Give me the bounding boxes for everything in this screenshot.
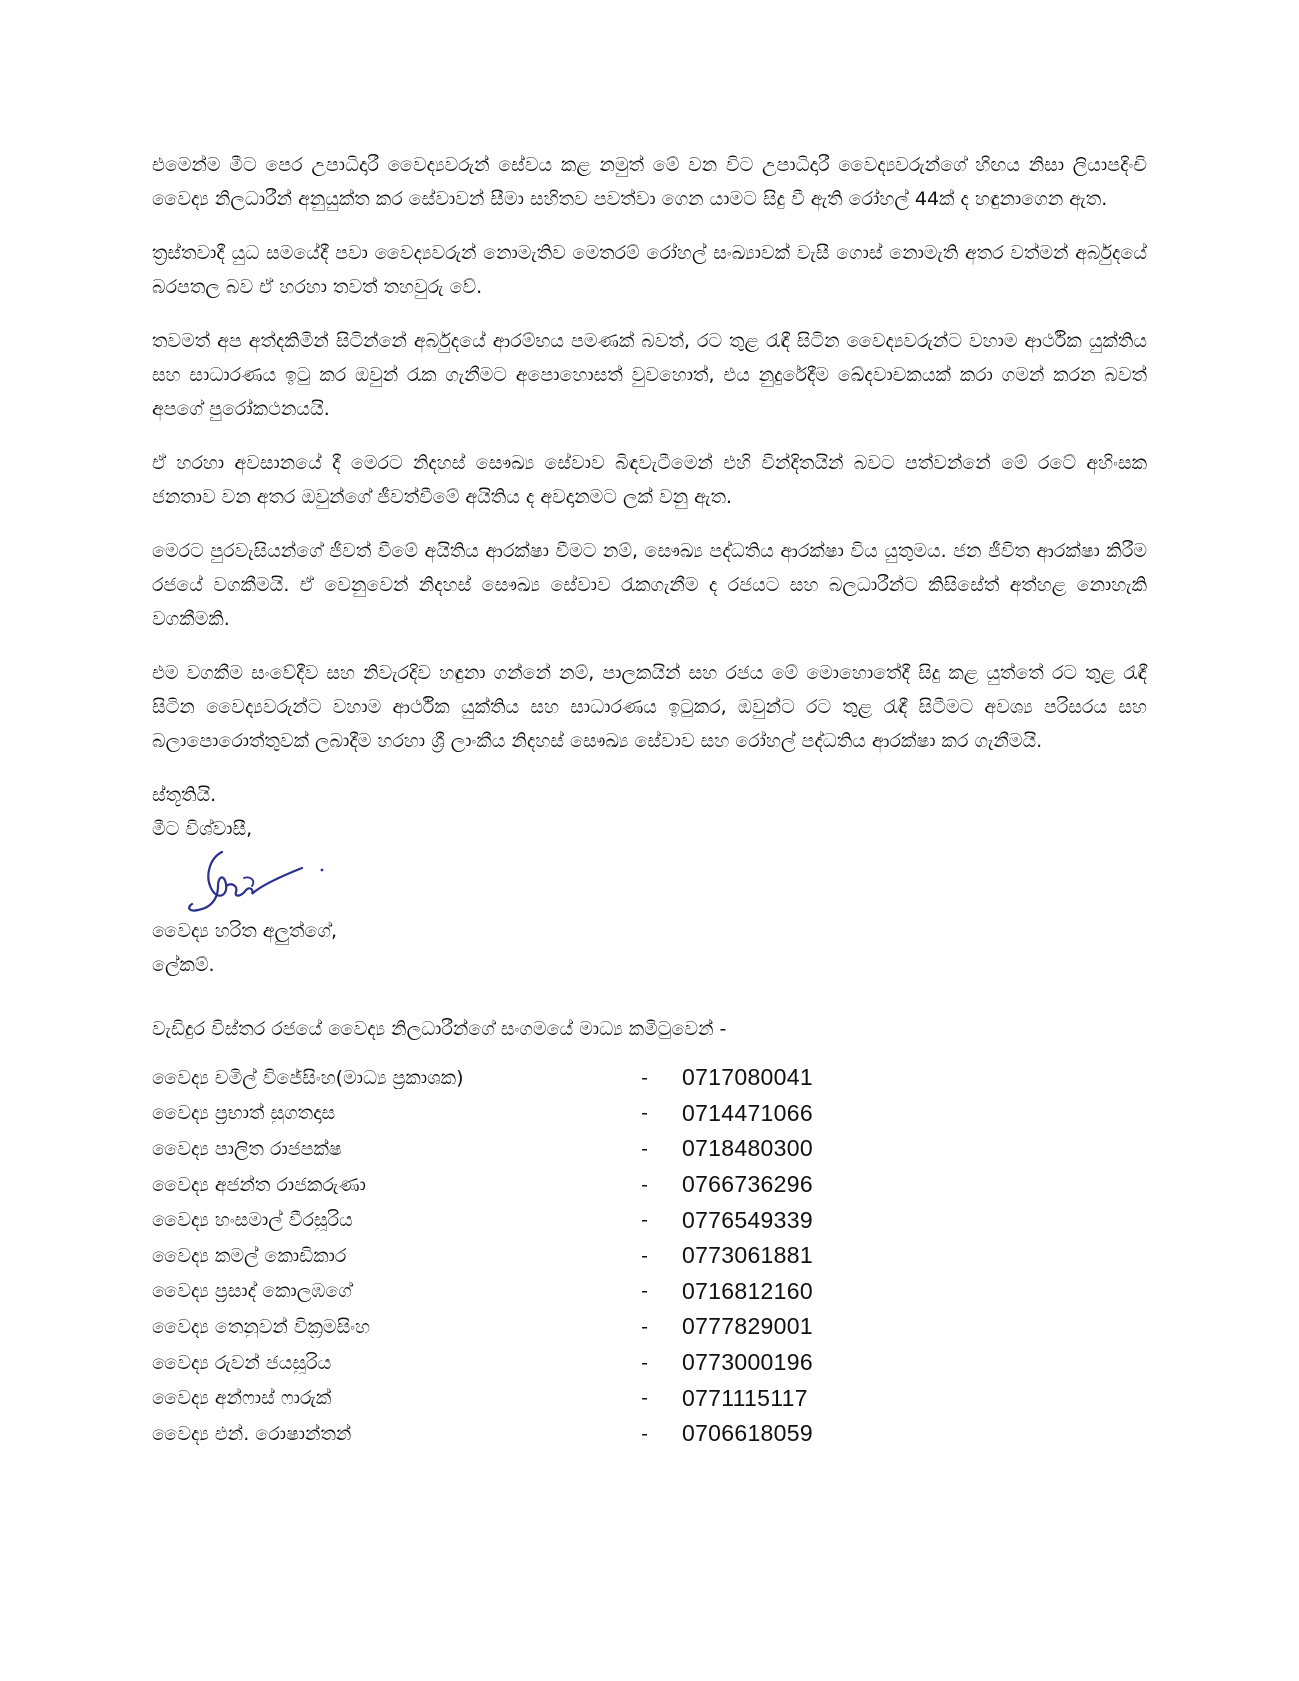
contact-separator: - [641,1066,648,1089]
contact-row [152,1167,1147,1203]
contact-row [152,1131,1147,1167]
contact-row [152,1345,1147,1381]
contact-name: වෛද්‍ය අන්ෆාස් ෆාරුක් [152,1387,332,1410]
contact-name: වෛද්‍ය ප්‍රභාත් සුගතදාස [152,1102,336,1125]
contact-separator: - [641,1315,648,1338]
contact-name: වෛද්‍ය චමිල් විජේසිංහ(මාධ්‍ය ප්‍රකාශක) [152,1066,464,1089]
signer-title: ලේකම්. [152,954,215,976]
contact-name: වෛද්‍ය ප්‍රසාද් කොලඹගේ [152,1280,352,1303]
contact-name: වෛද්‍ය හංසමාල් වීරසූරිය [152,1209,353,1232]
contact-phone: 0717080041 [682,1064,813,1091]
contact-name: වෛද්‍ය කමල් කොඩිකාර [152,1244,347,1267]
contact-row [152,1096,1147,1132]
contact-separator: - [641,1422,648,1445]
closing-thanks: ස්තූතියි. [152,784,217,806]
contact-phone: 0773000196 [682,1349,813,1376]
committee-heading: වැඩිදුර විස්තර රජයේ වෛද්‍ය නිලධාරීන්ගේ සංගමයේ මාධ්‍ය කමිටුවෙන් - [152,1018,727,1040]
body-paragraph: මෙරට පුරවැසියන්ගේ ජීවත් වීමේ අයිතිය ආරක්ෂා වීමට නම්, සෞඛ්‍ය පද්ධතිය ආරක්ෂා විය යුතුමය. ජන ජීවිත ආරක්ෂා කිරීම රජයේ වගකීමයි. ඒ වෙනුවෙන් නිදහස් සෞඛ්‍ය සේවාව රැකගැනීම ද රජයට සහ බලධාරීන්ට කිසිසේත් අත්හළ නොහැකි වගකීමකි. [152,540,1147,630]
contact-separator: - [641,1209,648,1232]
contact-phone: 0776549339 [682,1206,813,1233]
contact-phone: 0777829001 [682,1313,813,1340]
contact-list [152,1060,1147,1452]
body-paragraph: ඒ හරහා අවසානයේ දී මෙරට නිදහස් සෞඛ්‍ය සේවාව බිඳවැටීමෙන් එහි වින්දිතයින් බවට පත්වන්නේ මේ රටේ අහිංසක ජනතාව වන අතර ඔවුන්ගේ ජීවත්වීමේ අයිතිය ද අවදානමට ලක් වනු ඇත. [152,452,1147,508]
contact-row [152,1274,1147,1310]
contact-separator: - [641,1137,648,1160]
contact-row [152,1060,1147,1096]
contact-separator: - [641,1102,648,1125]
handwritten-signature [152,846,342,914]
contact-separator: - [641,1244,648,1267]
contact-phone: 0718480300 [682,1135,813,1162]
contact-row [152,1202,1147,1238]
contact-row [152,1238,1147,1274]
signer-block [152,914,1147,982]
contact-row [152,1416,1147,1452]
contact-name: වෛද්‍ය පාලිත රාජපක්ෂ [152,1137,342,1160]
contact-separator: - [641,1280,648,1303]
contact-name: වෛද්‍ය අජන්ත රාජකරුණා [152,1173,366,1196]
closing-regards: මීට විශ්වාසී, [152,818,253,840]
contact-phone: 0773061881 [682,1242,813,1269]
contact-phone: 0714471066 [682,1099,813,1126]
contact-name: වෛද්‍ය එන්. රොෂාන්තන් [152,1422,352,1445]
contact-name: වෛද්‍ය රුවන් ජයසූරිය [152,1351,332,1374]
contact-row [152,1309,1147,1345]
body-paragraph: ත්‍රස්තවාදී යුධ සමයේදී පවා වෛද්‍යවරුන් නොමැතිව මෙතරම් රෝහල් සංඛ්‍යාවක් වැසී ගොස් නොමැති අතර වත්මන් අර්බුදයේ බරපතල බව ඒ හරහා තවත් තහවුරු වේ. [152,242,1147,298]
contact-phone: 0716812160 [682,1277,813,1304]
signer-name: වෛද්‍ය හරිත අලුත්ගේ, [152,920,337,942]
body-paragraph: එමෙන්ම මීට පෙර උපාධිදාරී වෛද්‍යවරුන් සේවය කළ නමුත් මේ වන විට උපාධිදාරී වෛද්‍යවරුන්ගේ හිඟය නිසා ලියාපදිංචි වෛද්‍ය නිලධාරීන් අනුයුක්ත කර සේවාවන් සීමා සහිතව පවත්වා ගෙන යාමට සිදු වී ඇති රෝහල් 44ක් ද හඳුනාගෙන ඇත. [152,154,1147,210]
letter-body [152,148,1147,758]
contact-separator: - [641,1173,648,1196]
contact-phone: 0706618059 [682,1420,813,1447]
contact-phone: 0766736296 [682,1171,813,1198]
body-paragraph: තවමත් අප අත්දකිමින් සිටින්නේ අර්බුදයේ ආරම්භය පමණක් බවත්, රට තුළ රැඳී සිටින වෛද්‍යවරුන්ට වහාම ආර්ථික යුක්තිය සහ සාධාරණය ඉටු කර ඔවුන් රැක ගැනීමට අපොහොසත් වුවහොත්, එය නුදුරේදීම ඛේදවාචකයක් කරා ගමන් කරන බවත් අපගේ පුරෝකථනයයි. [152,330,1147,420]
body-paragraph: එම වගකීම සංවේදීව සහ නිවැරදිව හඳුනා ගන්නේ නම්, පාලකයින් සහ රජය මේ මොහොතේදී සිදු කළ යුත්තේ රට තුළ රැඳී සිටින වෛද්‍යවරුන්ට වහාම ආර්ථික යුක්තිය සහ සාධාරණය ඉටුකර, ඔවුන්ට රට තුළ රැඳී සිටීමට අවශ්‍ය පරිසරය සහ බලාපොරොත්තුවක් ලබාදීම හරහා ශ්‍රී ලාංකීය නිදහස් සෞඛ්‍ය සේවාව සහ රෝහල් පද්ධතිය ආරක්ෂා කර ගැනීමයි. [152,662,1147,752]
contact-phone: 0771115117 [682,1384,808,1411]
contact-row [152,1380,1147,1416]
closing-block [152,778,1147,846]
contact-name: වෛද්‍ය තෙනුවන් වික්‍රමසිංහ [152,1315,371,1338]
contact-separator: - [641,1387,648,1410]
contact-separator: - [641,1351,648,1374]
letter-page [152,148,1147,1452]
